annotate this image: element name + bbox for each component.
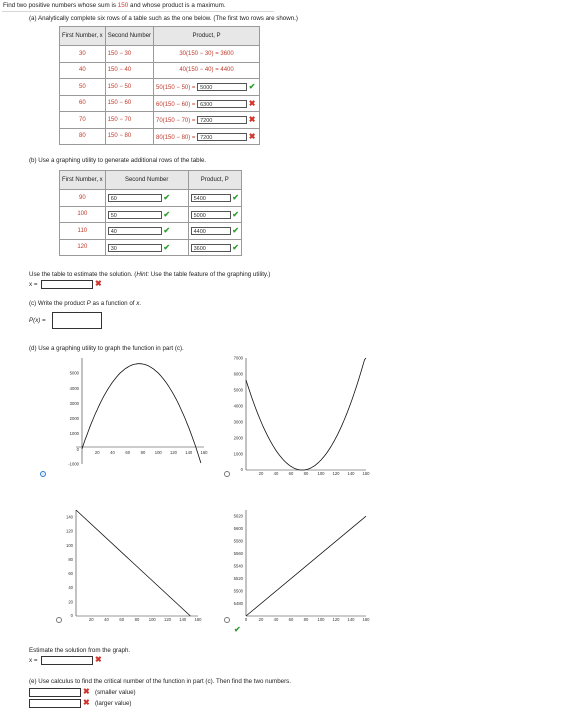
- x-tick-label: 140: [185, 449, 193, 455]
- smaller-value-input[interactable]: [29, 688, 81, 697]
- product-answer-input[interactable]: 7200: [197, 116, 247, 124]
- x-tick-label: 120: [170, 449, 177, 455]
- y-tick-label: 5520: [233, 576, 243, 582]
- second-number-input[interactable]: 30: [108, 244, 162, 252]
- y-tick-label: 2000: [69, 416, 79, 422]
- y-tick-label: 5620: [233, 513, 243, 519]
- x-tick-label: 120: [332, 471, 340, 476]
- cell-product: [154, 112, 260, 129]
- x-tick-label: 140: [179, 617, 187, 622]
- series-line: [246, 358, 366, 470]
- x-tick-label: 20: [94, 449, 100, 455]
- part-b-x-label: x =: [29, 281, 38, 288]
- series-line: [76, 510, 190, 616]
- cell-second: 150 − 80: [105, 128, 153, 145]
- part-d-instructions: (d) Use a graphing utility to graph the function in part (c).: [29, 345, 184, 352]
- var-p: P: [86, 300, 91, 307]
- cell-second: [105, 190, 188, 207]
- origin-label: 0: [70, 613, 73, 618]
- product-input[interactable]: 4400: [191, 227, 231, 235]
- y-tick-label: -1000: [68, 461, 79, 467]
- cell-product: [188, 206, 241, 223]
- y-tick-label: 5540: [233, 563, 243, 569]
- cross-icon: ✖: [248, 131, 256, 141]
- cross-icon: ✖: [95, 655, 102, 664]
- check-icon: ✔: [232, 226, 239, 236]
- cell-second: 150 − 40: [105, 62, 153, 79]
- estimate-text: Use the table to estimate the solution. (: [29, 271, 137, 278]
- table-row: [60, 206, 242, 223]
- cell-product: [154, 79, 260, 96]
- second-number-input[interactable]: 50: [108, 211, 162, 219]
- x-tick-label: 20: [258, 617, 264, 622]
- cross-icon: ✖: [248, 98, 256, 108]
- check-icon: ✔: [232, 209, 239, 219]
- cell-second: [105, 239, 188, 256]
- series-line: [246, 516, 366, 616]
- graph-option-2: [228, 352, 368, 482]
- product-answer-input[interactable]: 7200: [197, 133, 247, 141]
- graph-option-3: [58, 504, 208, 622]
- cell-second: [105, 206, 188, 223]
- problem-statement: [3, 2, 226, 9]
- cell-product: [154, 128, 260, 145]
- cell-x: 30: [60, 46, 106, 63]
- cell-product: 30(150 − 30) = 3600: [154, 46, 260, 63]
- y-tick-label: 5560: [233, 551, 243, 557]
- x-tick-label: 60: [288, 471, 294, 476]
- cell-x: 80: [60, 128, 106, 145]
- var-x: x: [136, 300, 140, 307]
- y-tick-label: 40: [68, 585, 73, 591]
- cell-x: 60: [60, 95, 106, 112]
- part-c-function-input[interactable]: [52, 312, 102, 329]
- check-icon: ✔: [232, 193, 239, 203]
- y-tick-label: 140: [66, 514, 73, 520]
- x-tick-label: 80: [303, 617, 309, 622]
- cell-second: 150 − 50: [105, 79, 153, 96]
- product-expression: 80(150 − 80) =: [156, 134, 196, 141]
- x-tick-label: 160: [200, 449, 208, 455]
- product-expression: 50(150 − 50) =: [156, 85, 196, 92]
- y-tick-label: 80: [68, 556, 73, 562]
- cell-x: 90: [60, 190, 106, 207]
- problem-sum: 150: [117, 2, 129, 9]
- y-tick-label: 1000: [233, 451, 243, 457]
- cell-second: 150 − 70: [105, 112, 153, 129]
- col-header-first: First Number, x: [60, 171, 106, 190]
- estimate-text-end: Use the table feature of the graphing utility.): [149, 271, 271, 278]
- cell-product: 40(150 − 40) = 4400: [154, 62, 260, 79]
- part-c-text: (c) Write the product: [29, 300, 87, 307]
- x-tick-label: 60: [125, 449, 131, 455]
- col-header-first: First Number, x: [60, 27, 106, 46]
- cell-product: [188, 223, 241, 240]
- col-header-second: Second Number: [105, 171, 188, 190]
- y-tick-label: 3000: [233, 419, 243, 425]
- cell-product: [188, 190, 241, 207]
- x-tick-label: 160: [194, 617, 202, 622]
- graph-4-radio[interactable]: [224, 617, 230, 623]
- check-icon: ✔: [163, 226, 171, 236]
- x-tick-label: 0: [244, 617, 248, 622]
- col-header-second: Second Number: [105, 27, 153, 46]
- cell-product: [154, 95, 260, 112]
- smaller-value-label: (smaller value): [95, 689, 136, 696]
- x-tick-label: 120: [332, 617, 340, 622]
- cell-x: 70: [60, 112, 106, 129]
- col-header-product: Product, P: [154, 27, 260, 46]
- y-tick-label: 5000: [233, 387, 243, 393]
- col-header-product: Product, P: [188, 171, 241, 190]
- part-d-estimate-text: Estimate the solution from the graph.: [29, 647, 131, 654]
- origin-label: 0: [76, 446, 79, 452]
- y-tick-label: 5000: [69, 370, 79, 376]
- graph-option-1: [36, 352, 226, 477]
- x-tick-label: 160: [362, 617, 370, 622]
- y-tick-label: 7000: [233, 355, 243, 361]
- x-tick-label: 120: [164, 617, 171, 622]
- y-tick-label: 5500: [233, 588, 243, 594]
- table-row: [60, 95, 260, 112]
- x-tick-label: 80: [134, 617, 140, 622]
- table-row: [60, 239, 242, 256]
- table-row: [60, 79, 260, 96]
- cell-product: [188, 239, 241, 256]
- x-tick-label: 140: [347, 617, 355, 622]
- product-expression: 60(150 − 60) =: [156, 101, 196, 108]
- check-icon: ✔: [163, 193, 171, 203]
- cross-icon: ✖: [83, 687, 90, 696]
- x-tick-label: 40: [110, 449, 115, 455]
- table-row: [60, 128, 260, 145]
- x-tick-label: 80: [303, 471, 309, 476]
- x-tick-label: 100: [154, 449, 162, 455]
- y-tick-label: 1000: [69, 431, 79, 437]
- y-tick-label: 2000: [233, 435, 243, 441]
- part-e-instructions: (e) Use calculus to find the critical number of the function in part (c). Then find the two numbers.: [29, 678, 291, 685]
- origin-label: 0: [240, 467, 243, 472]
- problem-text: Find two positive numbers whose sum is: [3, 2, 118, 9]
- part-c-text-mid: as a function of: [90, 300, 137, 307]
- x-tick-label: 100: [317, 617, 325, 622]
- cross-icon: ✖: [248, 115, 256, 125]
- x-tick-label: 80: [140, 449, 146, 455]
- x-tick-label: 160: [362, 471, 370, 476]
- y-tick-label: 4000: [69, 385, 79, 391]
- second-number-input[interactable]: 40: [108, 227, 162, 235]
- product-answer-input[interactable]: 5000: [197, 83, 247, 91]
- part-b-estimate-text: [29, 271, 270, 278]
- y-tick-label: 6000: [233, 371, 243, 377]
- part-b-x-input[interactable]: [41, 280, 93, 289]
- cell-second: 150 − 30: [105, 46, 153, 63]
- part-d-x-input[interactable]: [41, 656, 93, 665]
- y-tick-label: 3000: [69, 400, 79, 406]
- x-tick-label: 60: [288, 617, 294, 622]
- product-input[interactable]: 3600: [191, 244, 231, 252]
- x-tick-label: 40: [273, 617, 279, 622]
- product-expression: 70(150 − 70) =: [156, 118, 196, 125]
- part-b-table: [59, 170, 242, 256]
- y-tick-label: 5480: [233, 601, 243, 607]
- x-tick-label: 60: [119, 617, 125, 622]
- y-tick-label: 20: [68, 599, 73, 605]
- check-icon: ✔: [248, 82, 256, 92]
- cell-x: 50: [60, 79, 106, 96]
- cell-x: 40: [60, 62, 106, 79]
- part-b-instructions: (b) Use a graphing utility to generate additional rows of the table.: [29, 157, 207, 164]
- y-tick-label: 120: [66, 528, 73, 534]
- x-tick-label: 100: [148, 617, 156, 622]
- series-line: [82, 364, 201, 463]
- x-tick-label: 140: [347, 471, 355, 476]
- x-tick-label: 20: [258, 471, 264, 476]
- divider: [2, 11, 274, 12]
- part-c-instructions: [29, 300, 141, 307]
- larger-value-input[interactable]: [29, 699, 81, 708]
- table-row: [60, 112, 260, 129]
- product-input[interactable]: 5000: [191, 211, 231, 219]
- graph-option-4: [228, 504, 368, 622]
- larger-value-label: (larger value): [95, 700, 132, 707]
- table-row: [60, 62, 260, 79]
- cell-x: 120: [60, 239, 106, 256]
- part-a-instructions: (a) Analytically complete six rows of a table such as the one below. (The first two rows are shown.): [29, 15, 298, 22]
- y-tick-label: 60: [68, 571, 73, 577]
- part-c-text-end: .: [139, 300, 142, 307]
- part-d-x-label: x =: [29, 657, 38, 664]
- part-c-label: P(x) =: [29, 317, 46, 324]
- problem-text-end: and whose product is a maximum.: [128, 2, 226, 9]
- check-icon: ✔: [234, 625, 241, 634]
- cell-second: 150 − 60: [105, 95, 153, 112]
- check-icon: ✔: [163, 209, 171, 219]
- graph-1-radio[interactable]: [40, 471, 46, 477]
- cell-second: [105, 223, 188, 240]
- x-tick-label: 40: [104, 617, 109, 622]
- table-row: [60, 46, 260, 63]
- cross-icon: ✖: [83, 698, 90, 707]
- y-tick-label: 5580: [233, 538, 243, 544]
- x-tick-label: 20: [88, 617, 94, 622]
- cross-icon: ✖: [95, 279, 102, 288]
- y-tick-label: 4000: [233, 403, 243, 409]
- second-number-input[interactable]: 60: [108, 194, 162, 202]
- y-tick-label: 5600: [233, 526, 243, 532]
- product-answer-input[interactable]: 6300: [197, 100, 247, 108]
- graph-2-radio[interactable]: [224, 471, 230, 477]
- check-icon: ✔: [232, 242, 239, 252]
- x-tick-label: 100: [317, 471, 325, 476]
- product-input[interactable]: 5400: [191, 194, 231, 202]
- check-icon: ✔: [163, 242, 171, 252]
- table-row: [60, 223, 242, 240]
- cell-x: 110: [60, 223, 106, 240]
- x-tick-label: 40: [273, 471, 279, 476]
- hint-label: Hint:: [136, 271, 150, 278]
- y-tick-label: 100: [66, 542, 73, 548]
- part-a-table: [59, 26, 260, 145]
- graph-3-radio[interactable]: [56, 617, 62, 623]
- table-row: [60, 190, 242, 207]
- cell-x: 100: [60, 206, 106, 223]
